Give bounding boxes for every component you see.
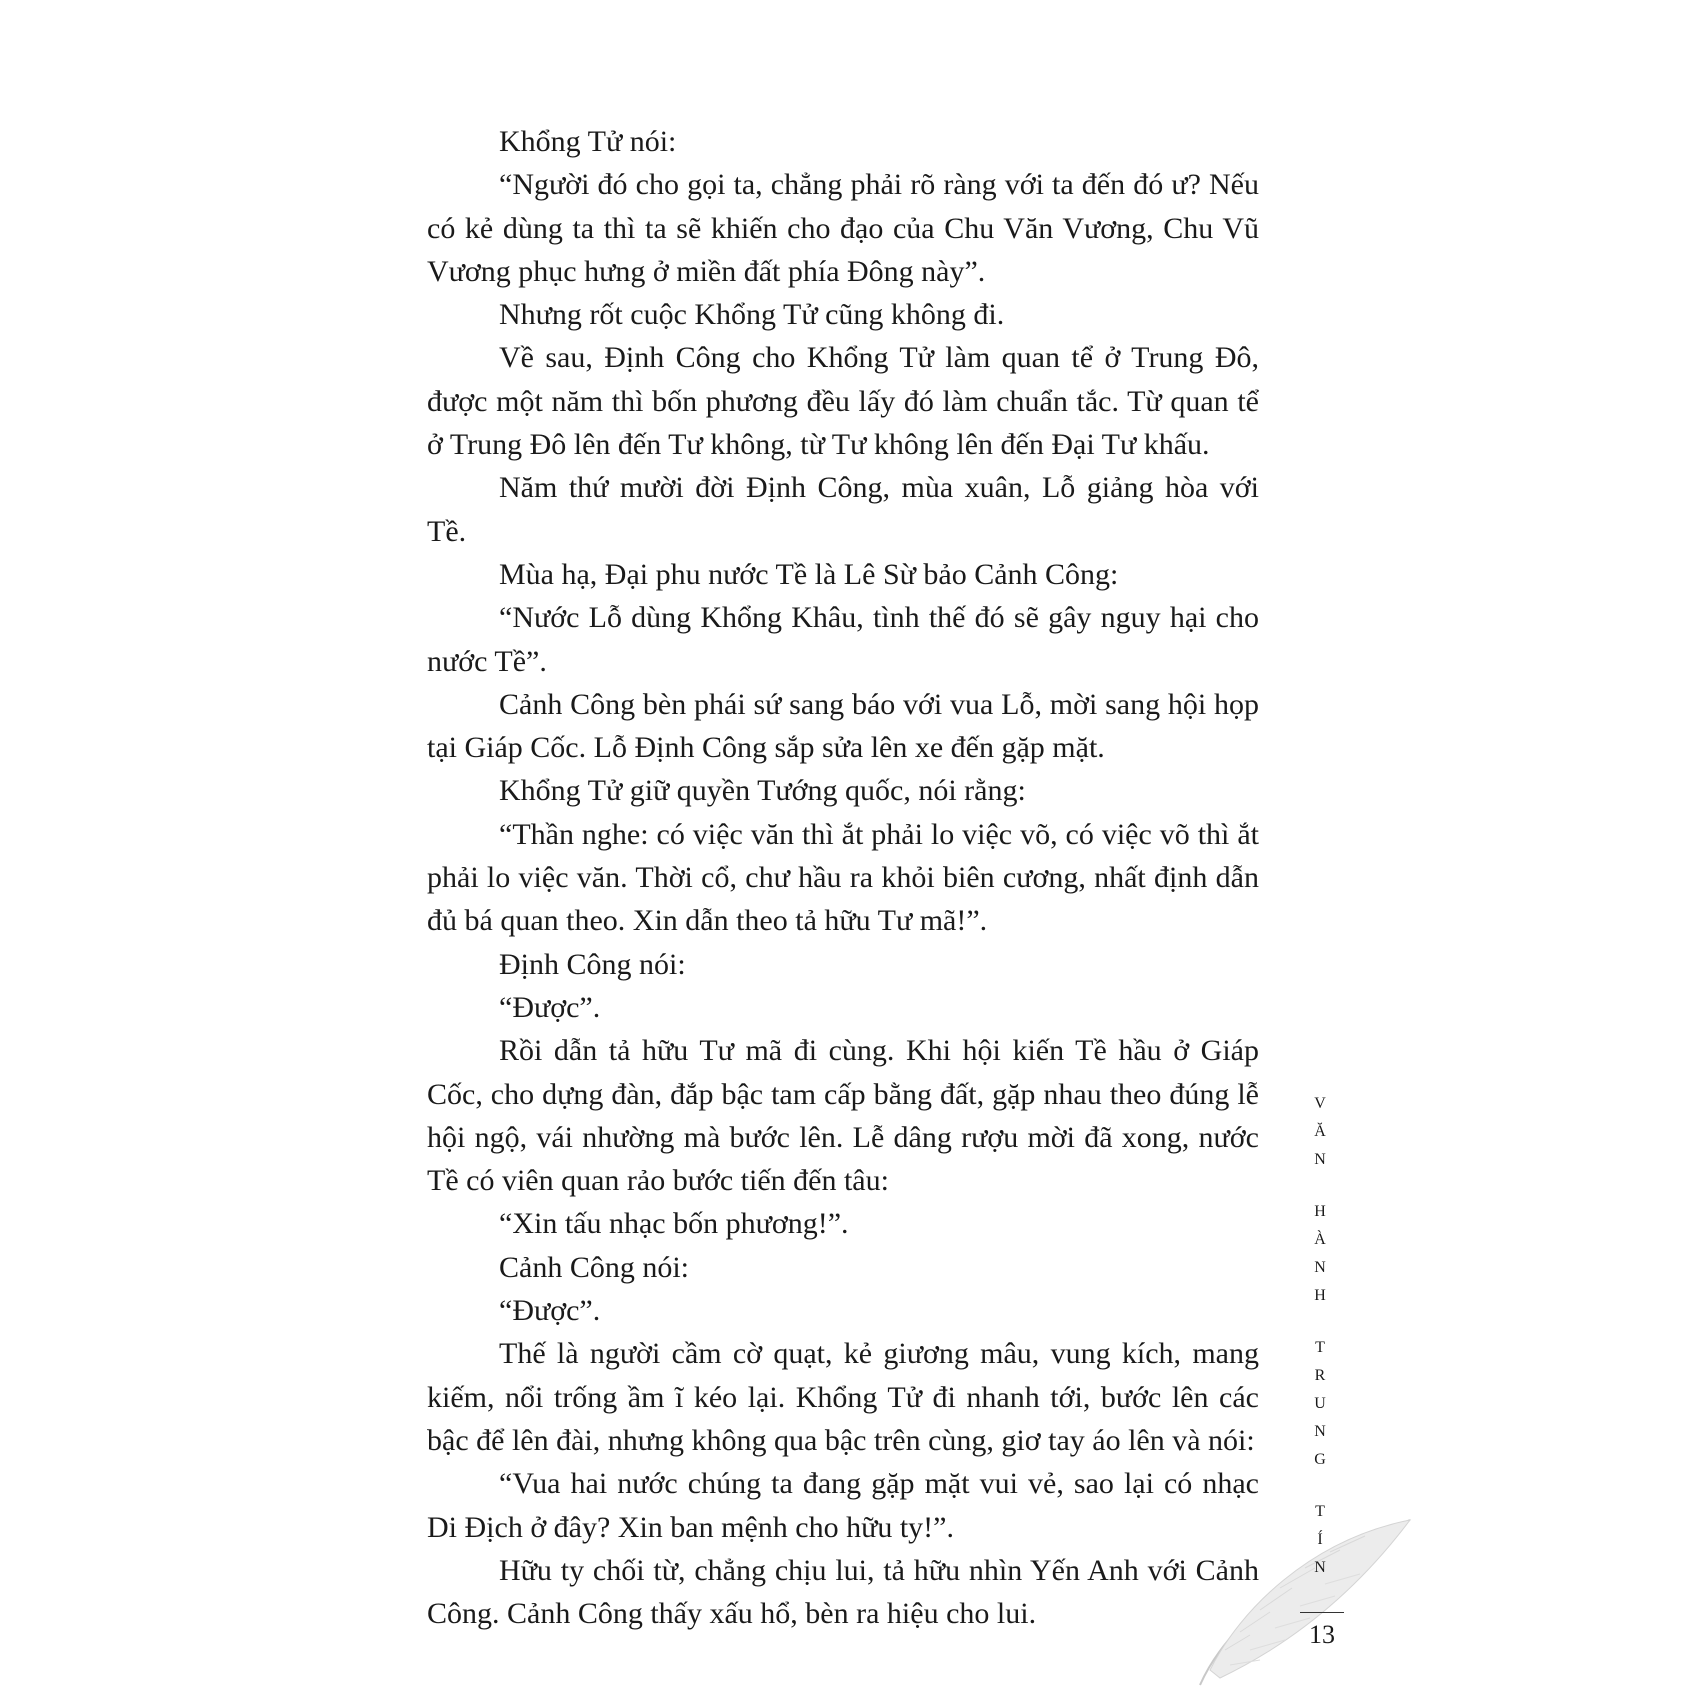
title-letter: V (1314, 1095, 1326, 1112)
feather-icon (1180, 1500, 1420, 1690)
title-word-gap (1305, 1310, 1335, 1334)
page-number-rule (1300, 1612, 1344, 1613)
paragraph: “Xin tấu nhạc bốn phương!”. (499, 1207, 849, 1241)
paragraph: Rồi dẫn tả hữu Tư mã đi cùng. Khi hội kiến Tề hầu ở Giáp Cốc, cho dựng đàn, đắp bậc tam cấp bằng đất, gặp nhau theo đúng lễ hội ngộ, vái nhường mà bước lên. Lễ dâng rượu mời đã xong, nước Tề có viên quan rảo bước tiến đến tâu: (427, 1034, 1259, 1198)
paragraph: “Nước Lỗ dùng Khổng Khâu, tình thế đó sẽ gây nguy hại cho nước Tề”. (427, 601, 1259, 678)
title-letter: H (1314, 1287, 1326, 1304)
paragraph: Cảnh Công bèn phái sứ sang báo với vua Lỗ, mời sang hội họp tại Giáp Cốc. Lỗ Định Công sắp sửa lên xe đến gặp mặt. (427, 687, 1259, 765)
title-letter: À (1314, 1231, 1326, 1248)
title-letter: N (1314, 1151, 1326, 1168)
title-letter: U (1314, 1395, 1326, 1412)
paragraph: Khổng Tử giữ quyền Tướng quốc, nói rằng: (499, 774, 1026, 808)
paragraph: Khổng Tử nói: (499, 125, 677, 158)
title-letter: T (1315, 1339, 1325, 1356)
paragraph: Hữu ty chối từ, chẳng chịu lui, tả hữu nhìn Yến Anh với Cảnh Công. Cảnh Công thấy xấu hổ, bèn ra hiệu cho lui. (427, 1553, 1259, 1631)
paragraph: “Được”. (499, 990, 601, 1024)
paragraph: Về sau, Định Công cho Khổng Tử làm quan tể ở Trung Đô, được một năm thì bốn phương đều lấy đó làm chuẩn tắc. Từ quan tể ở Trung Đô lên đến Tư không, từ Tư không lên đến Đại Tư khấu. (427, 341, 1259, 462)
title-letter: N (1314, 1259, 1326, 1276)
paragraph: “Vua hai nước chúng ta đang gặp mặt vui vẻ, sao lại có nhạc Di Địch ở đây? Xin ban mệnh cho hữu ty!”. (427, 1467, 1259, 1544)
paragraph: Năm thứ mười đời Định Công, mùa xuân, Lỗ giảng hòa với Tề. (427, 471, 1259, 548)
title-word-gap (1305, 1174, 1335, 1198)
title-letter: T (1315, 1503, 1325, 1520)
title-letter: G (1314, 1451, 1326, 1468)
running-title-vertical (1305, 1090, 1335, 1582)
paragraph: “Người đó cho gọi ta, chẳng phải rõ ràng với ta đến đó ư? Nếu có kẻ dùng ta thì ta sẽ khiến cho đạo của Chu Văn Vương, Chu Vũ Vương phục hưng ở miền đất phía Đông này”. (427, 168, 1259, 288)
title-word-gap (1305, 1474, 1335, 1498)
paragraph: Nhưng rốt cuộc Khổng Tử cũng không đi. (499, 298, 1005, 332)
title-letter: H (1314, 1203, 1326, 1220)
paragraph: Thế là người cầm cờ quạt, kẻ giương mâu, vung kích, mang kiếm, nổi trống ầm ĩ kéo lại. Khổng Tử đi nhanh tới, bước lên các bậc để lên đài, nhưng không qua bậc trên cùng, giơ tay áo lên và nói: (427, 1337, 1259, 1457)
title-letter: Ă (1314, 1123, 1326, 1140)
paragraph: Cảnh Công nói: (499, 1250, 690, 1284)
page-number: 13 (1309, 1620, 1335, 1649)
paragraph: Mùa hạ, Đại phu nước Tề là Lê Sừ bảo Cảnh Công: (499, 557, 1119, 591)
paragraph: “Được”. (499, 1294, 601, 1328)
paragraph: Định Công nói: (499, 947, 686, 981)
body-text (427, 120, 1259, 1635)
title-letter: N (1314, 1559, 1326, 1576)
paragraph: “Thần nghe: có việc văn thì ắt phải lo việc võ, có việc võ thì ắt phải lo việc văn. Thời cổ, chư hầu ra khỏi biên cương, nhất định dẫn đủ bá quan theo. Xin dẫn theo tả hữu Tư mã!”. (427, 817, 1259, 938)
title-letter: N (1314, 1423, 1326, 1440)
title-letter: Í (1317, 1531, 1323, 1548)
title-letter: R (1314, 1367, 1326, 1384)
